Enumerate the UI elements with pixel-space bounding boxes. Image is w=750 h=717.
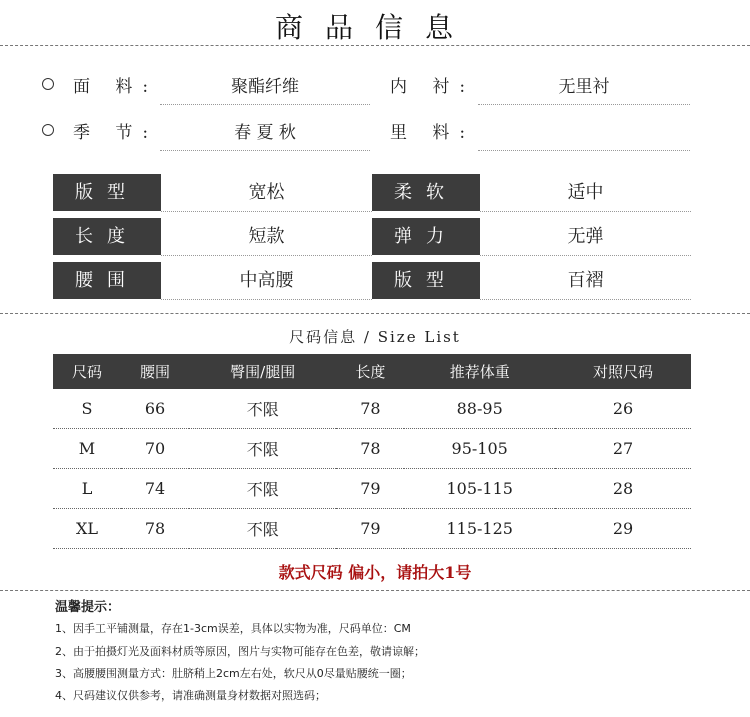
table-cell: 78 <box>336 429 404 469</box>
size-table-header <box>53 354 691 389</box>
tip-item: 1、因手工平铺测量，存在1-3cm误差，具体以实物为准，尺码单位：CM <box>55 622 411 635</box>
table-cell: 78 <box>121 509 189 549</box>
divider <box>480 299 691 300</box>
attr-value-length: 短款 <box>248 226 285 247</box>
size-section-title: 尺码信息 / Size List <box>289 328 461 346</box>
attr-label-waist: 腰围 <box>53 262 161 299</box>
title-divider <box>0 45 750 46</box>
table-cell: 66 <box>121 389 189 429</box>
table-cell: XL <box>53 509 121 549</box>
size-table <box>53 354 691 549</box>
lining-label: 内 衬: <box>390 77 476 97</box>
divider <box>160 150 370 151</box>
table-row <box>53 429 691 469</box>
table-cell: 115-125 <box>404 509 555 549</box>
inner-material-label: 里 料: <box>390 123 476 143</box>
col-header: 长度 <box>336 354 404 389</box>
fabric-value: 聚酯纤维 <box>231 77 299 97</box>
table-cell: 74 <box>121 469 189 509</box>
table-cell: 不限 <box>189 389 336 429</box>
attr-value-waist: 中高腰 <box>239 270 294 291</box>
attr-label-style: 版型 <box>372 262 480 299</box>
table-cell: 95-105 <box>404 429 555 469</box>
bullet-icon <box>42 124 54 136</box>
bullet-icon <box>42 78 54 90</box>
attr-value-fit: 宽松 <box>248 182 285 203</box>
table-cell: 79 <box>336 509 404 549</box>
table-cell: L <box>53 469 121 509</box>
table-cell: 不限 <box>189 469 336 509</box>
table-cell: 78 <box>336 389 404 429</box>
divider <box>160 104 370 105</box>
table-cell: 不限 <box>189 509 336 549</box>
divider <box>161 299 372 300</box>
season-value: 春 夏 秋 <box>234 123 296 143</box>
table-cell: 88-95 <box>404 389 555 429</box>
col-header: 对照尺码 <box>555 354 691 389</box>
col-header: 腰围 <box>121 354 189 389</box>
tip-item: 2、由于拍摄灯光及面料材质等原因，图片与实物可能存在色差，敬请谅解； <box>55 645 425 658</box>
divider <box>161 211 372 212</box>
table-row <box>53 469 691 509</box>
divider <box>161 255 372 256</box>
attr-value-softness: 适中 <box>567 182 604 203</box>
table-cell: 105-115 <box>404 469 555 509</box>
table-cell: 27 <box>555 429 691 469</box>
table-cell: 不限 <box>189 429 336 469</box>
table-cell: 79 <box>336 469 404 509</box>
divider <box>478 104 690 105</box>
divider <box>480 211 691 212</box>
table-row <box>53 389 691 429</box>
divider <box>480 255 691 256</box>
page-title: 商品信息 <box>274 11 475 44</box>
table-cell: 29 <box>555 509 691 549</box>
divider <box>478 150 690 151</box>
table-cell: S <box>53 389 121 429</box>
table-cell: 70 <box>121 429 189 469</box>
tips-title: 温馨提示： <box>55 600 121 615</box>
table-cell: 28 <box>555 469 691 509</box>
table-row <box>53 509 691 549</box>
tip-item: 3、高腰腰围测量方式：肚脐稍上2cm左右处，软尺从0尽量贴腰统一圈； <box>55 667 412 680</box>
section-divider <box>0 313 750 314</box>
table-cell: M <box>53 429 121 469</box>
col-header: 臀围/腿围 <box>189 354 336 389</box>
section-divider <box>0 590 750 591</box>
attr-label-fit: 版型 <box>53 174 161 211</box>
size-notice: 款式尺码 偏小，请拍大1号 <box>278 563 472 582</box>
season-label: 季 节: <box>73 123 159 143</box>
col-header: 推荐体重 <box>404 354 555 389</box>
attr-label-softness: 柔软 <box>372 174 480 211</box>
fabric-label: 面 料: <box>73 77 159 97</box>
attr-value-style: 百褶 <box>567 270 604 291</box>
tip-item: 4、尺码建议仅供参考，请准确测量身材数据对照选码； <box>55 689 326 702</box>
lining-value: 无里衬 <box>558 77 610 97</box>
attr-label-elasticity: 弹力 <box>372 218 480 255</box>
col-header: 尺码 <box>53 354 121 389</box>
table-cell: 26 <box>555 389 691 429</box>
attr-label-length: 长度 <box>53 218 161 255</box>
attr-value-elasticity: 无弹 <box>567 226 604 247</box>
